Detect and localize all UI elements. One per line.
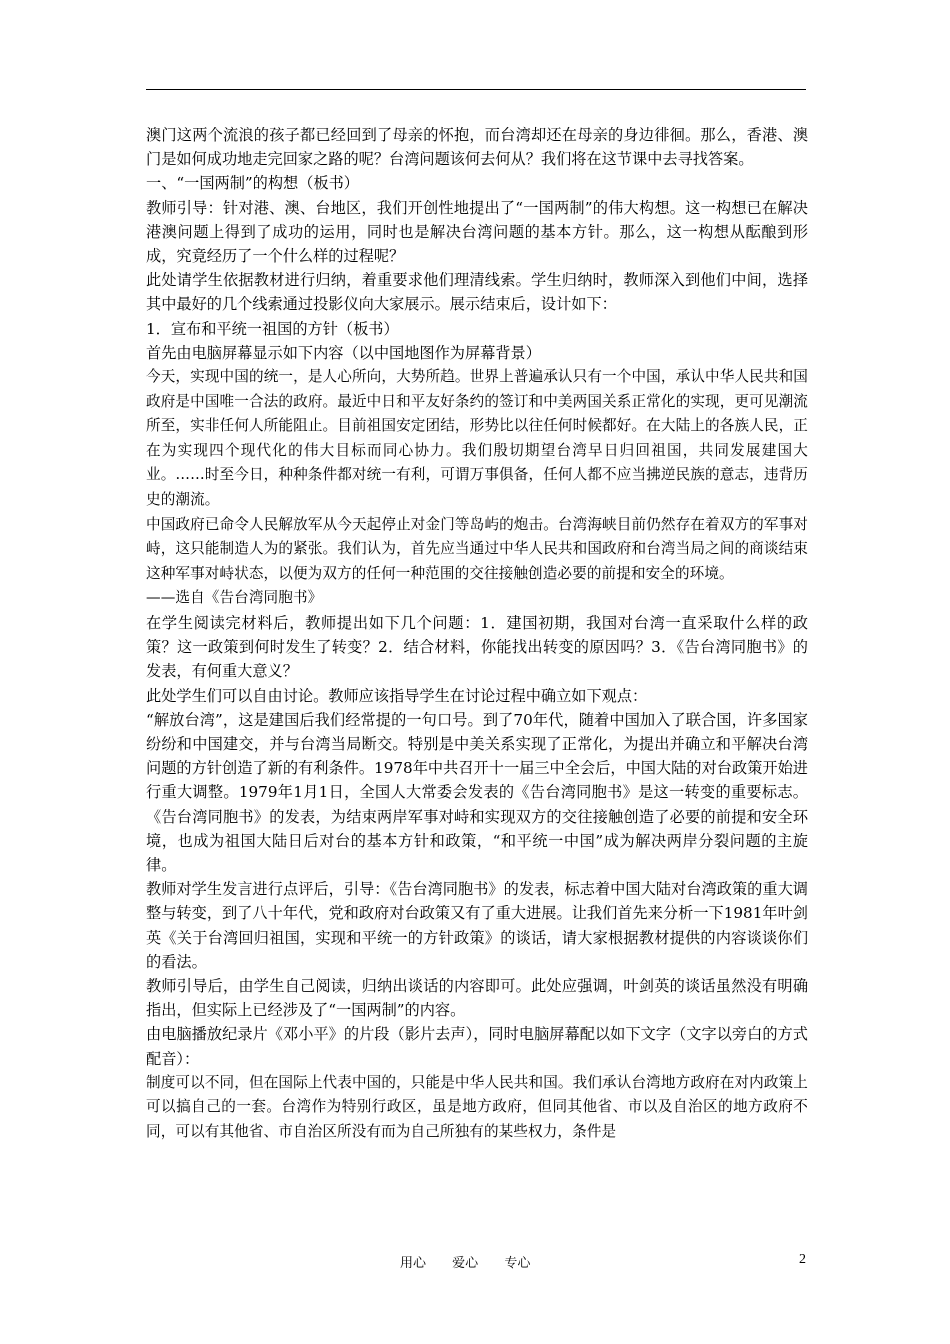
footer-motto [400,1252,552,1271]
section-heading: 一、“一国两制”的构想（板书） [146,174,359,193]
quote-source: ——选自《告台湾同胞书》 [146,589,323,607]
paragraph: 此处学生们可以自由讨论。教师应该指导学生在讨论过程中确立如下观点： [146,686,648,705]
paragraph: 在学生阅读完材料后，教师提出如下几个问题：1．建国初期，我国对台湾一直采取什么样的政策？这一政策到何时发生了转变？2．结合材料，你能找出转变的原因吗？3．《告台湾同胞书》的发表，有何重大意义？ [146,613,808,681]
paragraph: 此处请学生依据教材进行归纳，着重要求他们理清线索。学生归纳时，教师深入到他们中间，选择其中最好的几个线索通过投影仪向大家展示。展示结束后，设计如下： [146,271,808,314]
quoted-material: 中国政府已命令人民解放军从今天起停止对金门等岛屿的炮击。台湾海峡目前仍然存在着双方的军事对峙，这只能制造人为的紧张。我们认为，首先应当通过中华人民共和国政府和台湾当局之间的商谈结束这种军事对峙状态，以便为双方的任何一种范围的交往接触创造必要的前提和安全的环境。 [146,515,808,582]
paragraph: 首先由电脑屏幕显示如下内容（以中国地图作为屏幕背景） [146,343,541,362]
footer-motto-word: 专心 [504,1256,531,1271]
paragraph: 由电脑播放纪录片《邓小平》的片段（影片去声），同时电脑屏幕配以如下文字（文字以旁白的方式配音）： [146,1025,808,1068]
page-number: 2 [799,1252,806,1267]
footer-motto-word: 爱心 [452,1256,479,1271]
paragraph: 教师引导后，由学生自己阅读，归纳出谈话的内容即可。此处应强调，叶剑英的谈话虽然没有明确指出，但实际上已经涉及了“一国两制”的内容。 [146,977,808,1020]
subsection-heading: 1．宣布和平统一祖国的方针（板书） [146,319,399,338]
quoted-material: 今天，实现中国的统一，是人心所向，大势所趋。世界上普遍承认只有一个中国，承认中华人民共和国政府是中国唯一合法的政府。最近中日和平友好条约的签订和中美两国关系正常化的实现，更可见潮流所至，实非任何人所能阻止。目前祖国安定团结，形势比以往任何时候都好。在大陆上的各族人民，正在为实现四个现代化的伟大目标而同心协力。我们殷切期望台湾早日归回祖国，共同发展建国大业。……时至今日，种种条件都对统一有利，可谓万事俱备，任何人都不应当拂逆民族的意志，违背历史的潮流。 [146,368,808,508]
page-footer [0,1252,950,1276]
footer-motto-word: 用心 [400,1256,427,1271]
quoted-material: 制度可以不同，但在国际上代表中国的，只能是中华人民共和国。我们承认台湾地方政府在对内政策上可以搞自己的一套。台湾作为特别行政区，虽是地方政府，但同其他省、市以及自治区的地方政府不同，可以有其他省、市自治区所没有而为自己所独有的某些权力，条件是 [146,1073,808,1141]
header-rule [146,89,806,90]
paragraph: “解放台湾”，这是建国后我们经常提的一句口号。到了70年代，随着中国加入了联合国，许多国家纷纷和中国建交，并与台湾当局断交。特别是中美关系实现了正常化，为提出并确立和平解决台湾问题的方针创造了新的有利条件。1978年中共召开十一届三中全会后，中国大陆的对台政策开始进行重大调整。1979年1月1日，全国人大常委会发表的《告台湾同胞书》是这一转变的重要标志。《告台湾同胞书》的发表，为结束两岸军事对峙和实现双方的交往接触创造了必要的前提和安全环境，也成为祖国大陆日后对台的基本方针和政策，“和平统一中国”成为解决两岸分裂问题的主旋律。 [146,710,808,874]
paragraph: 教师对学生发言进行点评后，引导：《告台湾同胞书》的发表，标志着中国大陆对台湾政策的重大调整与转变，到了八十年代，党和政府对台政策又有了重大进展。让我们首先来分析一下1981年叶剑英《关于台湾回归祖国，实现和平统一的方针政策》的谈话，请大家根据教材提供的内容谈谈你们的看法。 [146,880,808,971]
paragraph: 教师引导：针对港、澳、台地区，我们开创性地提出了“一国两制”的伟大构想。这一构想已在解决港澳问题上得到了成功的运用，同时也是解决台湾问题的基本方针。那么，这一构想从酝酿到形成，究竟经历了一个什么样的过程呢？ [146,198,808,266]
document-body [146,123,808,1145]
paragraph: 澳门这两个流浪的孩子都已经回到了母亲的怀抱，而台湾却还在母亲的身边徘徊。那么，香港、澳门是如何成功地走完回家之路的呢？台湾问题该何去何从？我们将在这节课中去寻找答案。 [146,126,808,169]
